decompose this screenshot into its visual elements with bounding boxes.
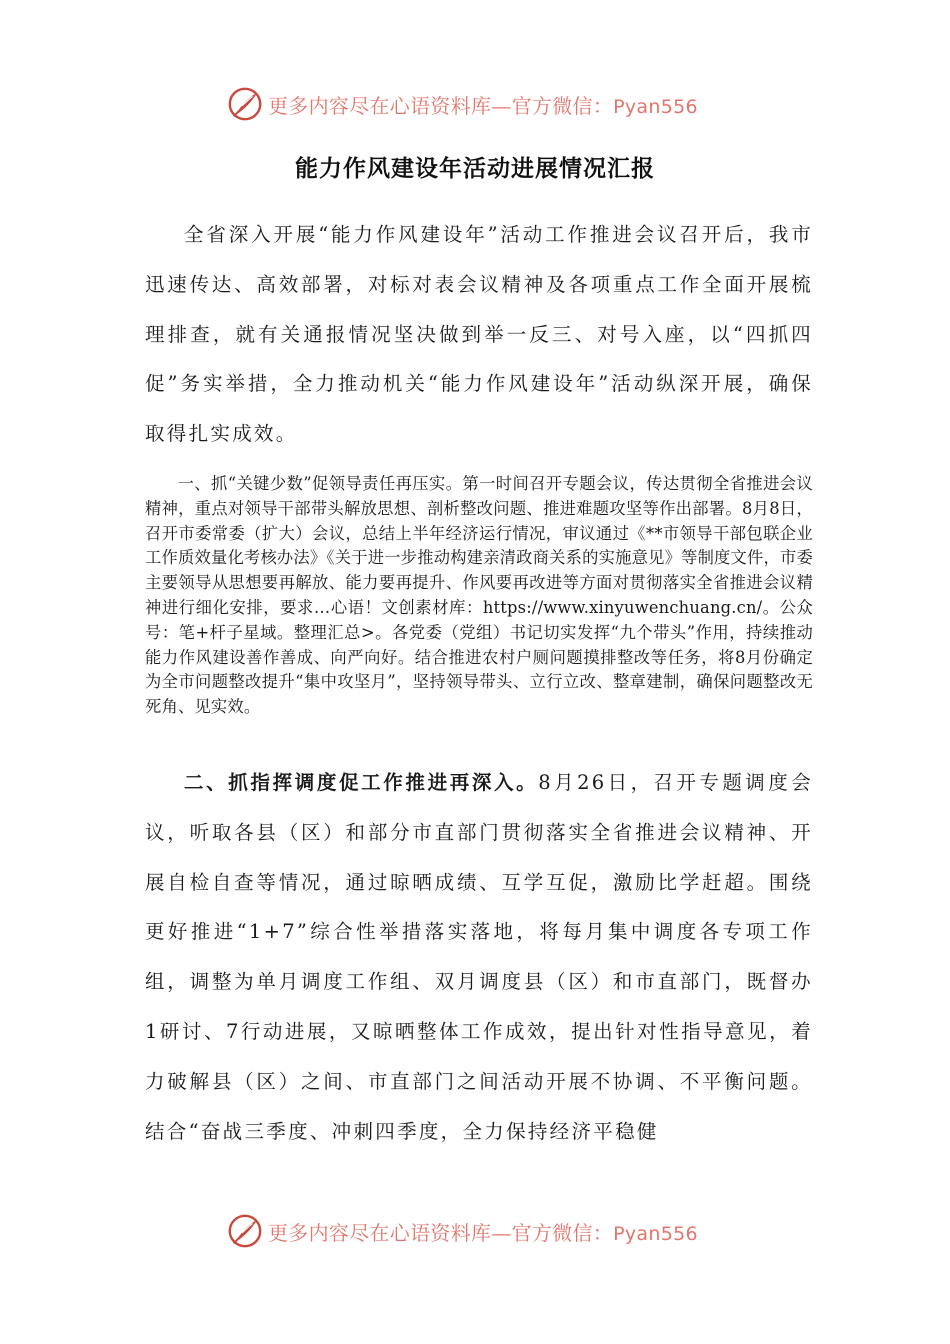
watermark-banner-top (226, 82, 698, 126)
banner-text: 更多内容尽在心语资料库—官方微信：Pyan556 (268, 1220, 698, 1245)
quill-logo-icon (226, 1212, 264, 1250)
section-two-heading: 二、抓指挥调度促工作推进再深入。 (184, 771, 539, 794)
section-two-paragraph (145, 758, 813, 1156)
section-one-paragraph: 一、抓“关键少数”促领导责任再压实。第一时间召开专题会议，传达贯彻全省推进会议精神，重点对领导干部带头解放思想、剖析整改问题、推进难题攻坚等作出部署。8月8日，召开市委常委（扩大）会议，总结上半年经济运行情况，审议通过《**市领导干部包联企业工作质效量化考核办法》《关于进一步推动构建亲清政商关系的实施意见》等制度文件，市委主要领导从思想要再解放、能力要再提升、作风要再改进等方面对贯彻落实全省推进会议精神进行细化安排，要求…心语！文创素材库：https://www.xinyuwenchuang.cn/。公众号：笔+杆子星域。整理汇总>。各党委（党组）书记切实发挥“九个带头”作用，持续推动能力作风建设善作善成、向严向好。结合推进农村户厕问题摸排整改等任务，将8月份确定为全市问题整改提升“集中攻坚月”，坚持领导带头、立行立改、整章建制，确保问题整改无死角、见实效。 (145, 474, 813, 717)
watermark-banner-bottom (226, 1209, 698, 1253)
section-two-body: 8月26日，召开专题调度会议，听取各县（区）和部分市直部门贯彻落实全省推进会议精神、开展自检自查等情况，通过晾晒成绩、互学互促，激励比学赶超。围绕更好推进“1+7”综合性举措落实落地，将每月集中调度各专项工作组，调整为单月调度工作组、双月调度县（区）和市直部门，既督办1研讨、7行动进展，又晾晒整体工作成效，提出针对性指导意见，着力破解县（区）之间、市直部门之间活动开展不协调、不平衡问题。结合“奋战三季度、冲刺四季度，全力保持经济平稳健 (145, 771, 813, 1143)
quill-logo-icon (226, 85, 264, 123)
document-title: 能力作风建设年活动进展情况汇报 (295, 156, 655, 182)
intro-paragraph: 全省深入开展“能力作风建设年”活动工作推进会议召开后，我市迅速传达、高效部署，对标对表会议精神及各项重点工作全面开展梳理排查，就有关通报情况坚决做到举一反三、对号入座，以“四抓四促”务实举措，全力推动机关“能力作风建设年”活动纵深开展，确保取得扎实成效。 (145, 223, 813, 446)
banner-text: 更多内容尽在心语资料库—官方微信：Pyan556 (268, 93, 698, 118)
